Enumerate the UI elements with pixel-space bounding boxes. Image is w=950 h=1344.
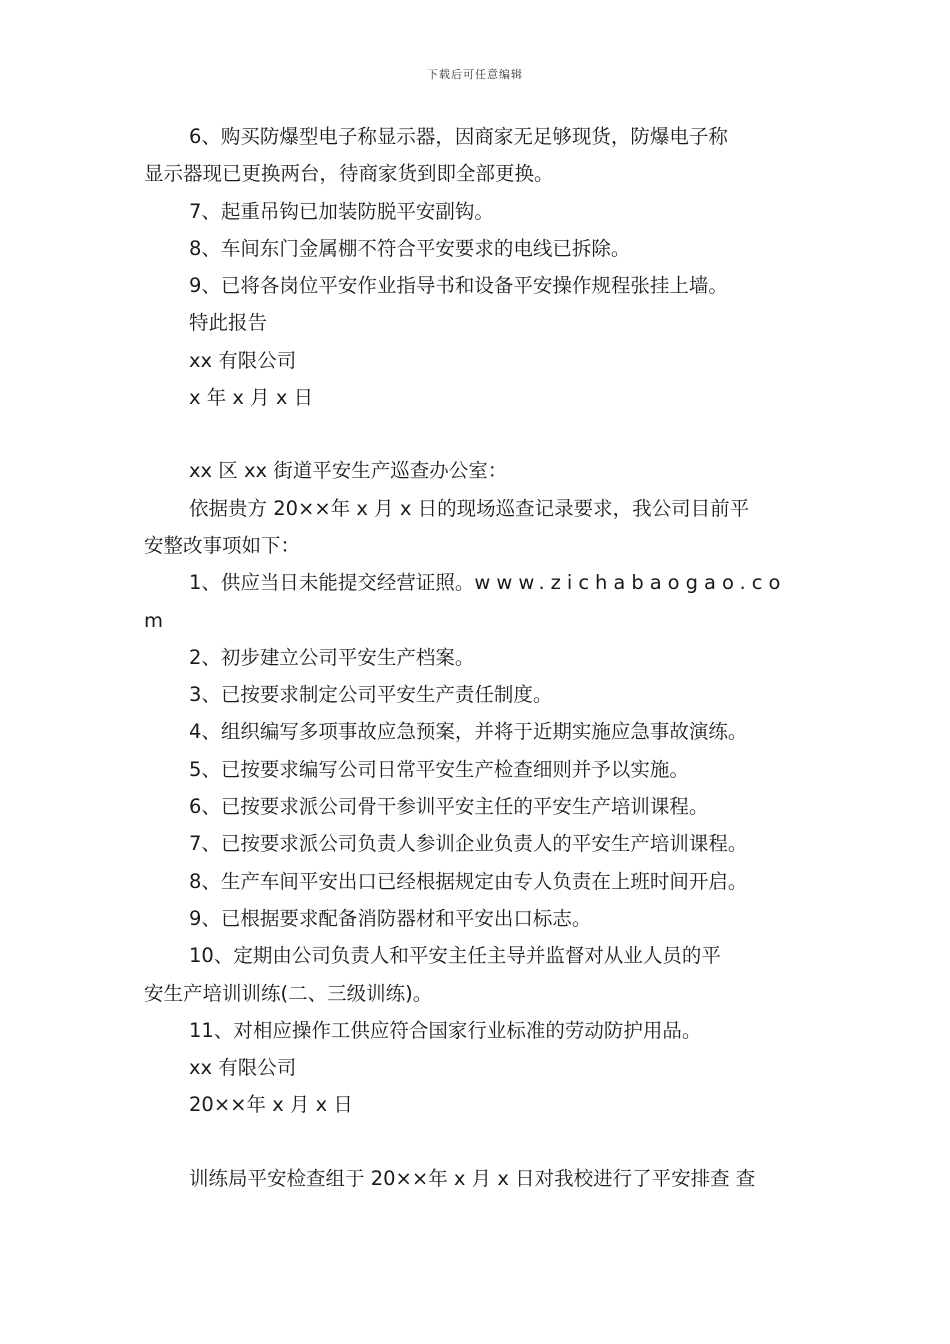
- s2-item1-text: 1、供应当日未能提交经营证照。: [189, 571, 475, 595]
- header-note: 下载后可任意编辑: [427, 68, 523, 81]
- s2-item1-url: www.zichabaogao.co: [474, 571, 787, 595]
- s2-addressee: xx 区 xx 街道平安生产巡查办公室：: [189, 459, 508, 483]
- s1-date: x 年 x 月 x 日: [189, 386, 314, 410]
- s1-closing: 特此报告: [189, 311, 268, 335]
- s1-item9: 9、已将各岗位平安作业指导书和设备平安操作规程张挂上墙。: [189, 274, 728, 298]
- s2-intro-line1: 依据贵方 20××年 x 月 x 日的现场巡查记录要求，我公司目前平: [189, 496, 750, 520]
- s2-item11: 11、对相应操作工供应符合国家行业标准的劳动防护用品。: [189, 1018, 702, 1042]
- s2-company: xx 有限公司: [189, 1056, 297, 1080]
- s2-item10-line2: 安生产培训训练(二、三级训练)。: [144, 981, 433, 1005]
- s1-item8: 8、车间东门金属棚不符合平安要求的电线已拆除。: [189, 236, 631, 260]
- section-gap: [144, 1124, 816, 1160]
- s1-company: xx 有限公司: [189, 348, 297, 372]
- s2-item10-line1: 10、定期由公司负责人和平安主任主导并监督对从业人员的平: [189, 944, 721, 968]
- s2-item1-line2: m: [144, 608, 163, 632]
- s2-intro-line2: 安整改事项如下：: [144, 533, 301, 557]
- s2-item2: 2、初步建立公司平安生产档案。: [189, 645, 475, 669]
- s2-item8: 8、生产车间平安出口已经根据规定由专人负责在上班时间开启。: [189, 869, 748, 893]
- s1-item6-line2: 显示器现已更换两台，待商家货到即全部更换。: [144, 162, 554, 186]
- s2-item3: 3、已按要求制定公司平安生产责任制度。: [189, 683, 553, 707]
- section-gap: [144, 416, 816, 452]
- s2-item5: 5、已按要求编写公司日常平安生产检查细则并予以实施。: [189, 757, 689, 781]
- s2-item6: 6、已按要求派公司骨干参训平安主任的平安生产培训课程。: [189, 795, 709, 819]
- s1-item7: 7、起重吊钩已加装防脱平安副钩。: [189, 199, 494, 223]
- s2-item7: 7、已按要求派公司负责人参训企业负责人的平安生产培训课程。: [189, 832, 748, 856]
- s2-item9: 9、已根据要求配备消防器材和平安出口标志。: [189, 906, 592, 930]
- s2-item4: 4、组织编写多项事故应急预案，并将于近期实施应急事故演练。: [189, 720, 748, 744]
- s2-date: 20××年 x 月 x 日: [189, 1093, 353, 1117]
- document-body: [144, 118, 816, 1197]
- s2-item1-line1: [144, 564, 816, 601]
- s3-line1: 训练局平安检查组于 20××年 x 月 x 日对我校进行了平安排查 查: [189, 1166, 756, 1190]
- s1-item6-line1: 6、购买防爆型电子称显示器，因商家无足够现货，防爆电子称: [189, 125, 728, 148]
